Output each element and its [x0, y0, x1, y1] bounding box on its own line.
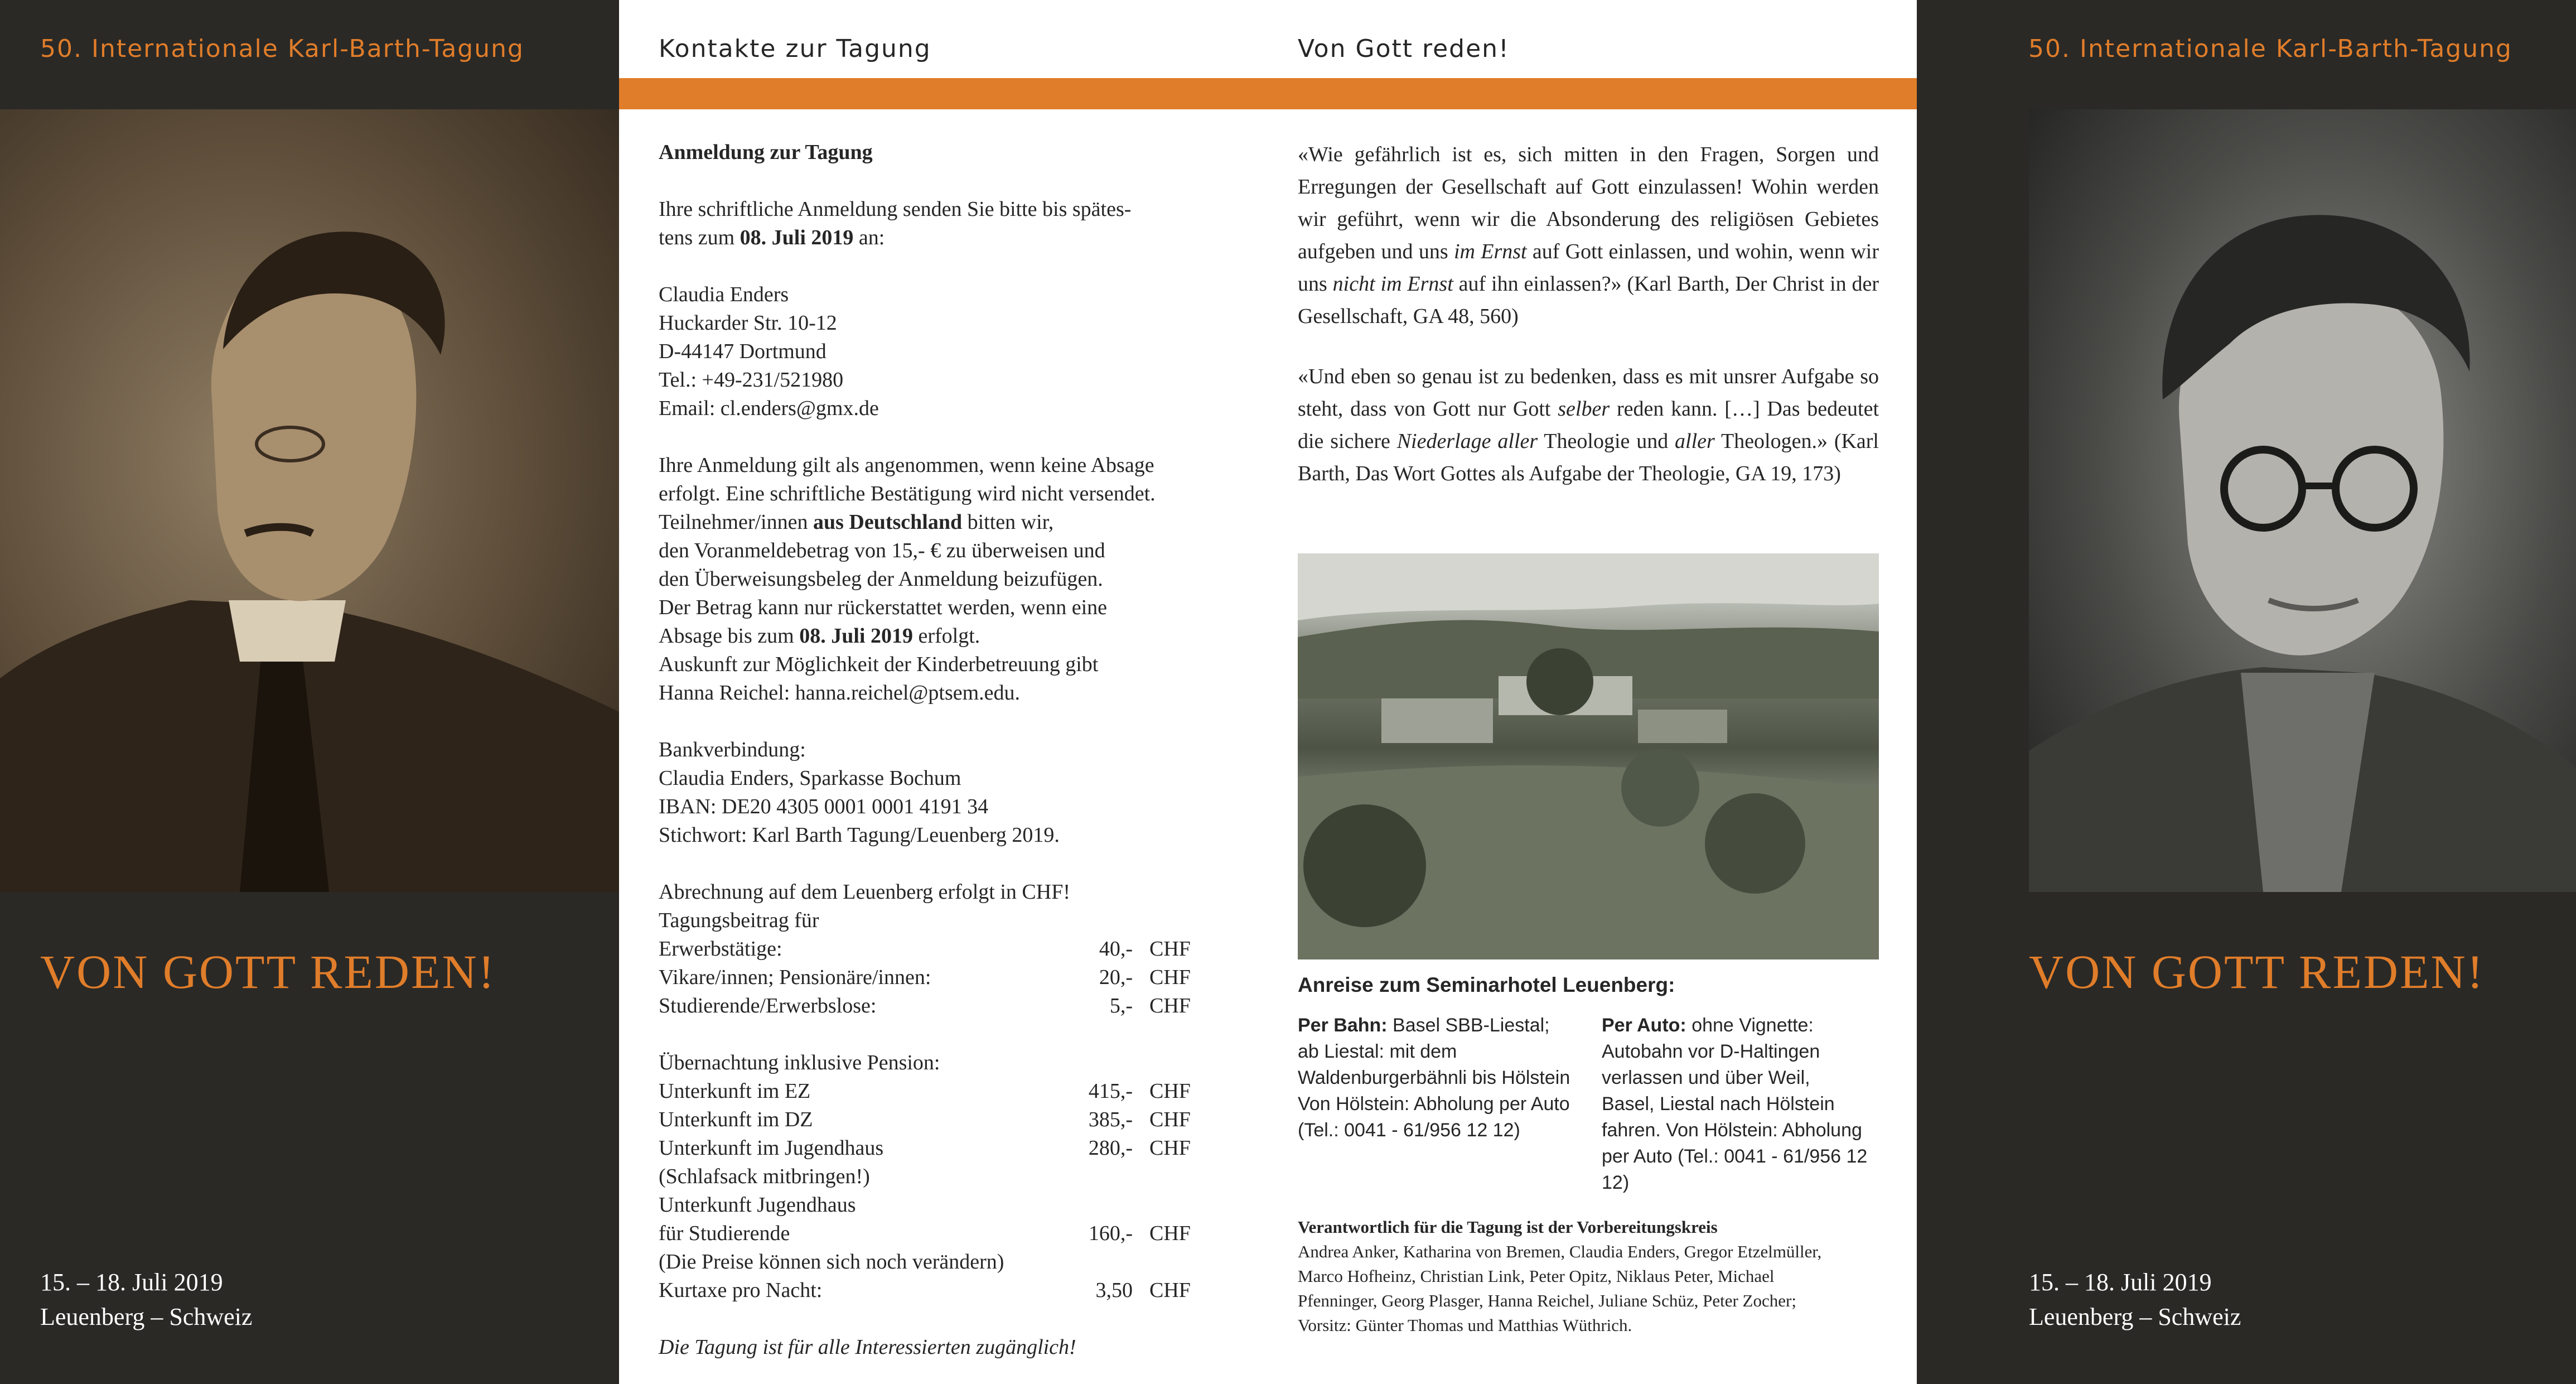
organizers-line: Marco Hofheinz, Christian Link, Peter Opitz, Niklaus Peter, Michael	[1298, 1266, 1775, 1286]
childcare-contact[interactable]: Hanna Reichel: hanna.reichel@ptsem.edu.	[659, 681, 1021, 705]
speaking-header: Von Gott reden!	[1298, 35, 1510, 63]
portrait-sepia-drawing	[0, 109, 619, 892]
left-cover-dates	[40, 1265, 252, 1334]
address-email[interactable]: Email: cl.enders@gmx.de	[659, 397, 879, 420]
organizers-heading: Verantwortlich für die Tagung ist der Vorbereitungskreis	[1298, 1217, 1718, 1237]
bank-line: Stichwort: Karl Barth Tagung/Leuenberg 2019.	[659, 823, 1060, 847]
right-cover-title: VON GOTT REDEN!	[2029, 945, 2485, 999]
address-street: Huckarder Str. 10-12	[659, 311, 837, 335]
info-line: Absage bis zum 08. Juli 2019 erfolgt.	[659, 624, 980, 648]
address-name: Claudia Enders	[659, 283, 789, 306]
lodging-student-label: Unterkunft Jugendhaus	[659, 1193, 856, 1217]
right-date: 15. – 18. Juli 2019	[2029, 1269, 2212, 1296]
contact-address	[659, 281, 1211, 423]
organizers-block	[1298, 1215, 1879, 1338]
info-line: den Voranmeldebetrag von 15,- € zu überweisen und	[659, 539, 1105, 562]
anreise-auto: Per Auto: ohne Vignette: Autobahn vor D-Haltingen verlassen und über Weil, Basel, Liestal nach Hölstein fahren. Von Hölstein: Abholung per Auto (Tel.: 0041 - 61/956 12 12)	[1602, 1015, 1868, 1193]
quote-2: «Und eben so genau ist zu bedenken, dass es mit unsrer Aufgabe so steht, dass von Gott nur Gott selber reden kann. […] Das bedeutet die sichere Niederlage aller Theologie und aller Theologen.» (Karl Barth, Das Wort Gottes als Aufgabe der Theologie, GA 19, 173)	[1298, 365, 1879, 485]
lodging-row: für Studierende 160,- CHF	[659, 1222, 1191, 1245]
registration-heading: Anmeldung zur Tagung	[659, 141, 873, 164]
quote-1: «Wie gefährlich ist es, sich mitten in den Fragen, Sorgen und Erregungen der Gesellschaft auf Gott einzulassen! Wohin werden wir geführt, wenn wir die Absonderung des religiösen Gebietes aufgeben und uns im Ernst auf Gott einlassen, und wohin, wenn wir uns nicht im Ernst auf ihn einlassen?» (Karl Barth, Der Christ in der Gesellschaft, GA 48, 560)	[1298, 143, 1879, 328]
fee-row: Vikare/innen; Pensionäre/innen: 20,- CHF	[659, 966, 1191, 989]
organizers-line: Andrea Anker, Katharina von Bremen, Claudia Enders, Gregor Etzelmüller,	[1298, 1242, 1822, 1261]
portrait-bw-drawing	[2029, 109, 2576, 892]
lodging-row: Unterkunft im EZ 415,- CHF	[659, 1079, 1191, 1103]
info-line: Auskunft zur Möglichkeit der Kinderbetreuung gibt	[659, 653, 1099, 676]
bank-line: Bankverbindung:	[659, 738, 806, 761]
fee-row: Erwerbstätige: 40,- CHF	[659, 937, 1191, 961]
lodging-row: Unterkunft im DZ 385,- CHF	[659, 1108, 1191, 1131]
right-place: Leuenberg – Schweiz	[2029, 1303, 2241, 1330]
address-city: D-44147 Dortmund	[659, 340, 827, 363]
portrait-sepia-image	[0, 109, 619, 892]
info-line: den Überweisungsbeleg der Anmeldung beizufügen.	[659, 567, 1103, 591]
open-to-all-note: Die Tagung ist für alle Interessierten zugänglich!	[659, 1335, 1076, 1359]
contacts-column	[659, 138, 1211, 1362]
organizers-line: Pfenninger, Georg Plasger, Hanna Reichel, Juliane Schüz, Peter Zocher;	[1298, 1291, 1796, 1310]
lodging-row: Unterkunft im Jugendhaus 280,- CHF	[659, 1136, 1191, 1160]
lodging-intro: Übernachtung inklusive Pension:	[659, 1051, 940, 1074]
left-date: 15. – 18. Juli 2019	[40, 1269, 223, 1296]
right-header: 50. Internationale Karl-Barth-Tagung	[2028, 35, 2512, 63]
anreise-bahn: Per Bahn: Basel SBB-Liestal; ab Liestal: mit dem Waldenburgerbähnli bis Hölstein Von Hölstein: Abholung per Auto (Tel.: 0041 - 61/956 12 12)	[1298, 1015, 1570, 1141]
info-line: Ihre Anmeldung gilt als angenommen, wenn keine Absage	[659, 454, 1154, 477]
portrait-bw-image	[2029, 109, 2576, 892]
left-cover-title: VON GOTT REDEN!	[40, 945, 496, 999]
left-place: Leuenberg – Schweiz	[40, 1303, 253, 1330]
fees-intro: Tagungsbeitrag für	[659, 909, 819, 932]
intro-line-2: tens zum 08. Juli 2019 an:	[659, 226, 885, 249]
bank-line: Claudia Enders, Sparkasse Bochum	[659, 766, 961, 790]
info-line: Teilnehmer/innen aus Deutschland bitten wir,	[659, 510, 1054, 534]
fees-intro: Abrechnung auf dem Leuenberg erfolgt in CHF!	[659, 880, 1070, 904]
address-phone: Tel.: +49-231/521980	[659, 368, 844, 392]
lodging-note: (Schlafsack mitbringen!)	[659, 1165, 870, 1188]
organizers-line: Vorsitz: Günter Thomas und Matthias Wüthrich.	[1298, 1315, 1632, 1335]
contacts-header: Kontakte zur Tagung	[659, 35, 931, 63]
anreise-heading: Anreise zum Seminarhotel Leuenberg:	[1298, 973, 1675, 996]
kurtaxe-row: Kurtaxe pro Nacht: 3,50 CHF	[659, 1279, 1191, 1302]
landscape-drawing	[1298, 553, 1879, 959]
fee-row: Studierende/Erwerbslose: 5,- CHF	[659, 994, 1191, 1017]
bank-line: IBAN: DE20 4305 0001 0001 4191 34	[659, 795, 989, 818]
leuenberg-landscape-photo	[1298, 553, 1879, 959]
left-header: 50. Internationale Karl-Barth-Tagung	[40, 35, 524, 63]
info-line: Der Betrag kann nur rückerstattet werden, wenn eine	[659, 596, 1107, 619]
info-line: erfolgt. Eine schriftliche Bestätigung wird nicht versendet.	[659, 482, 1156, 505]
bank-details	[659, 736, 1211, 850]
price-note: (Die Preise können sich noch verändern)	[659, 1250, 1004, 1274]
intro-line-1: Ihre schriftliche Anmeldung senden Sie bitte bis spätes-	[659, 197, 1132, 221]
right-cover-dates	[2029, 1265, 2241, 1334]
